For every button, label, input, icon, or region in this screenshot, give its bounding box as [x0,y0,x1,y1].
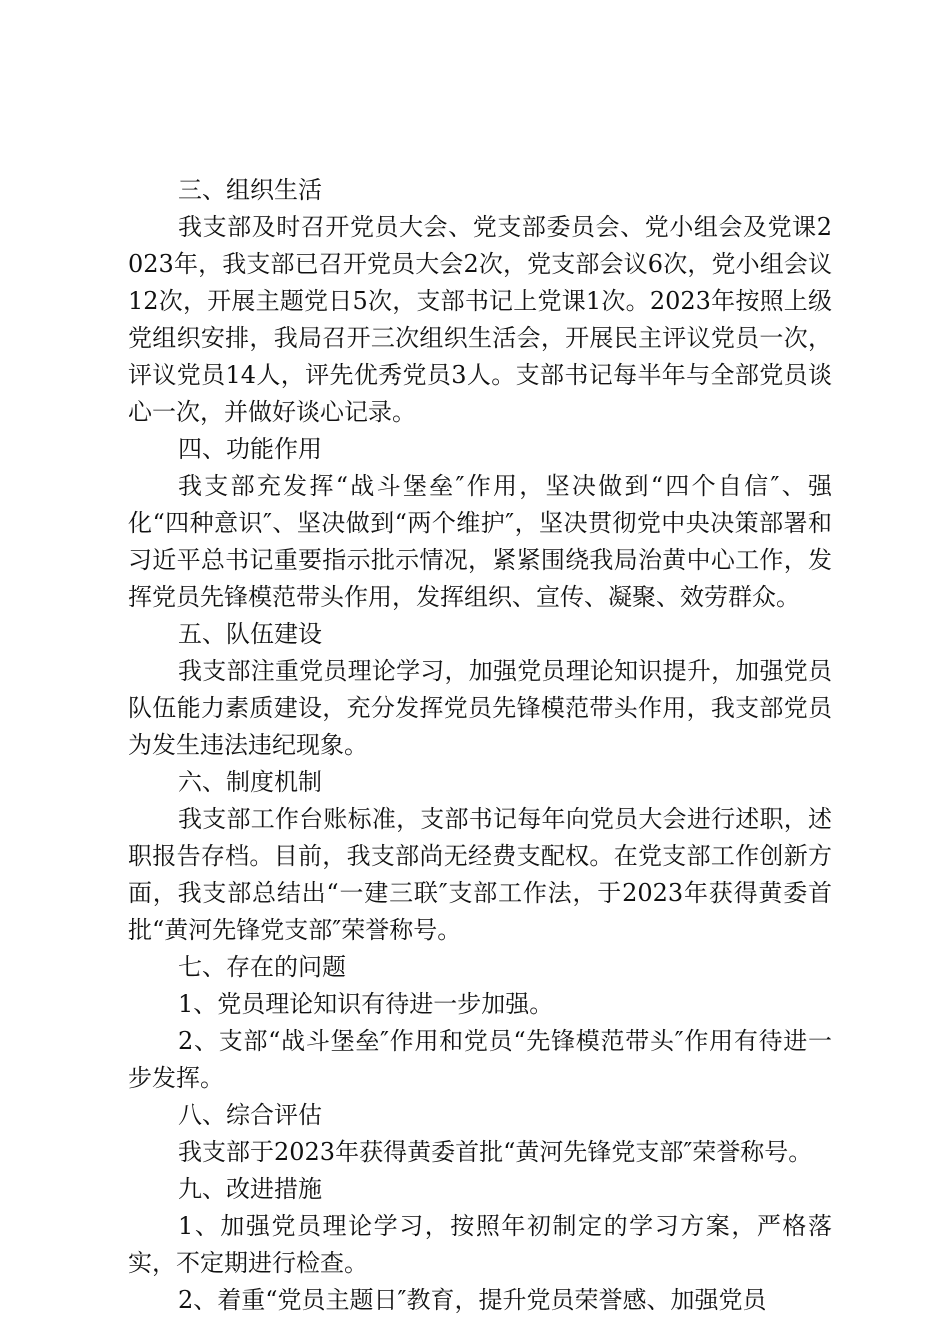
section-paragraph: 我支部充发挥“战斗堡垒″作用，坚决做到“四个自信″、强化“四种意识″、坚决做到“两个维护″，坚决贯彻党中央决策部署和习近平总书记重要指示批示情况，紧紧围绕我局治黄中心工作，发挥党员先锋模范带头作用，发挥组织、宣传、凝聚、效劳群众。 [128,472,832,611]
section-heading: 四、功能作用 [178,435,322,463]
section-heading: 七、存在的问题 [178,953,346,981]
section-paragraph: 2、着重“党员主题日″教育，提升党员荣誉感、加强党员 [178,1286,767,1314]
document-body [128,172,832,1319]
section-heading: 五、队伍建设 [178,620,322,648]
section-heading: 九、改进措施 [178,1175,322,1203]
section-paragraph: 我支部工作台账标准，支部书记每年向党员大会进行述职，述职报告存档。目前，我支部尚无经费支配权。在党支部工作创新方面，我支部总结出“一建三联″支部工作法，于2023年获得黄委首批“黄河先锋党支部″荣誉称号。 [128,805,832,944]
section-paragraph: 我支部注重党员理论学习，加强党员理论知识提升，加强党员队伍能力素质建设，充分发挥党员先锋模范带头作用，我支部党员为发生违法违纪现象。 [128,657,832,759]
section-paragraph: 1、党员理论知识有待进一步加强。 [178,990,554,1018]
section-paragraph: 2、支部“战斗堡垒″作用和党员“先锋模范带头″作用有待进一步发挥。 [128,1027,832,1092]
section-heading: 三、组织生活 [178,176,322,204]
section-heading: 八、综合评估 [178,1101,322,1129]
section-paragraph: 我支部及时召开党员大会、党支部委员会、党小组会及党课2023年，我支部已召开党员大会2次，党支部会议6次，党小组会议12次，开展主题党日5次，支部书记上党课1次。2023年按照上级党组织安排，我局召开三次组织生活会，开展民主评议党员一次，评议党员14人，评先优秀党员3人。支部书记每半年与全部党员谈心一次，并做好谈心记录。 [128,213,832,426]
section-heading: 六、制度机制 [178,768,322,796]
section-paragraph: 我支部于2023年获得黄委首批“黄河先锋党支部″荣誉称号。 [178,1138,813,1166]
section-paragraph: 1、加强党员理论学习，按照年初制定的学习方案，严格落实，不定期进行检查。 [128,1212,832,1277]
